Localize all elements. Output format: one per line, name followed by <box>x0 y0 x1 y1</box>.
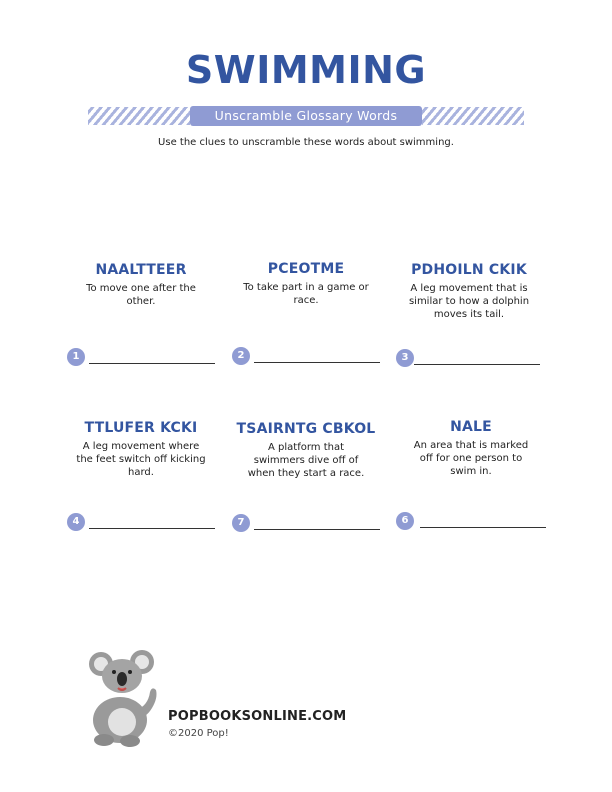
number-badge: 6 <box>396 512 414 530</box>
clue-item-3 <box>384 262 554 321</box>
scrambled-word: PDHOILN CKIK <box>411 262 527 278</box>
clue-text: An area that is marked off for one person to swim in. <box>413 440 529 477</box>
clue-item-2 <box>221 261 391 307</box>
number-badge: 2 <box>232 347 250 365</box>
scrambled-word: TTLUFER KCKI <box>84 420 198 436</box>
clue-item-5 <box>221 421 391 480</box>
answer-field-4[interactable] <box>67 513 237 535</box>
answer-field-3[interactable] <box>396 349 566 371</box>
banner-label: Unscramble Glossary Words <box>190 106 422 126</box>
clue-text: To move one after the other. <box>86 283 196 307</box>
footer <box>88 648 388 748</box>
clue-item-1 <box>56 262 226 308</box>
answer-field-1[interactable] <box>67 348 237 370</box>
copyright-label: ©2020 Pop! <box>168 728 229 739</box>
number-badge: 1 <box>67 348 85 366</box>
instructions: Use the clues to unscramble these words about swimming. <box>158 137 454 148</box>
scrambled-word: NAALTTEER <box>95 262 187 278</box>
answer-line[interactable] <box>420 527 546 528</box>
scrambled-word: PCEOTME <box>267 261 345 277</box>
answer-line[interactable] <box>254 529 380 530</box>
scrambled-word: NALE <box>450 419 492 435</box>
website-label: POPBOOKSONLINE.COM <box>168 709 347 724</box>
answer-line[interactable] <box>89 363 215 364</box>
answer-field-6[interactable] <box>396 512 566 534</box>
page-title: SWIMMING <box>185 48 427 92</box>
koala-mascot-icon <box>88 648 166 748</box>
scrambled-word: TSAIRNTG CBKOL <box>236 421 376 437</box>
clue-text: To take part in a game or race. <box>243 282 369 306</box>
answer-line[interactable] <box>254 362 380 363</box>
answer-field-2[interactable] <box>232 347 402 369</box>
clue-text: A platform that swimmers dive off of when they start a race. <box>247 442 365 479</box>
decorative-stripes-left <box>88 107 190 125</box>
number-badge: 4 <box>67 513 85 531</box>
number-badge: 3 <box>396 349 414 367</box>
clue-item-4 <box>56 420 226 479</box>
subtitle-banner <box>88 106 524 126</box>
clue-text: A leg movement that is similar to how a dolphin moves its tail. <box>408 283 530 320</box>
clue-text: A leg movement where the feet switch off kicking hard. <box>76 441 206 478</box>
decorative-stripes-right <box>422 107 524 125</box>
number-badge: 7 <box>232 514 250 532</box>
clue-item-6 <box>386 419 556 478</box>
answer-line[interactable] <box>414 364 540 365</box>
answer-field-5[interactable] <box>232 514 402 536</box>
answer-line[interactable] <box>89 528 215 529</box>
